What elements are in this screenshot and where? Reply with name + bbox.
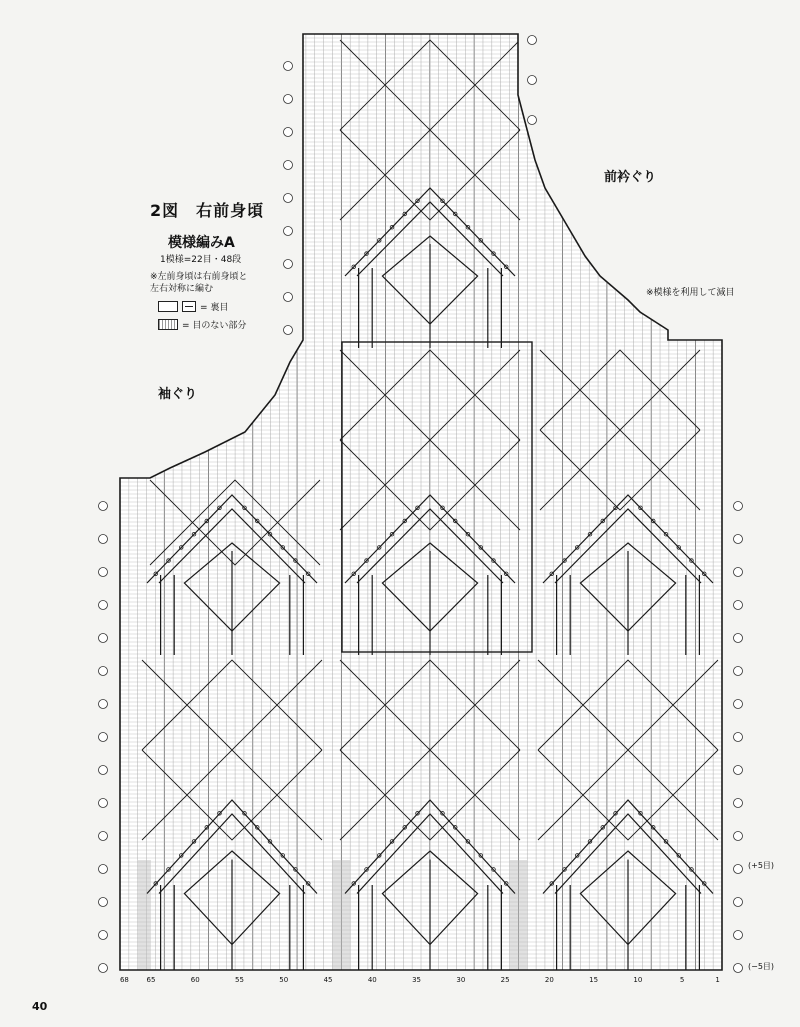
row-number-marker — [284, 326, 293, 335]
row-number-marker — [734, 766, 743, 775]
legend-purl — [158, 300, 228, 313]
column-number: 35 — [412, 976, 422, 984]
column-number: 25 — [500, 976, 510, 984]
column-number: 50 — [279, 976, 289, 984]
row-number-marker — [99, 700, 108, 709]
row-number-marker — [99, 964, 108, 973]
column-number: 65 — [146, 976, 156, 984]
row-number-marker — [284, 128, 293, 137]
armhole-label: 袖ぐり — [158, 387, 198, 402]
row-number-marker — [284, 260, 293, 269]
row-number-marker — [99, 733, 108, 742]
diagram-title: 2図 右前身頃 — [150, 201, 265, 220]
row-number-marker — [99, 502, 108, 511]
row-number-marker — [284, 161, 293, 170]
row-number-marker — [734, 700, 743, 709]
row-number-marker — [99, 568, 108, 577]
row-number-marker — [284, 293, 293, 302]
dotted-square-icon — [158, 319, 178, 330]
no-stitch-area — [138, 860, 151, 970]
row-number-marker — [284, 227, 293, 236]
row-number-marker — [528, 116, 537, 125]
row-number-marker — [734, 865, 743, 874]
column-number: 40 — [367, 976, 377, 984]
column-number: 1 — [715, 976, 720, 984]
legend-label: = 裏目 — [200, 303, 229, 313]
row-number-marker — [99, 799, 108, 808]
column-number: 5 — [679, 976, 685, 984]
row-number-marker — [734, 931, 743, 940]
row-number-marker — [734, 535, 743, 544]
pattern-name: 模様編みA — [168, 235, 235, 251]
column-number: 60 — [190, 976, 200, 984]
row-number-marker — [99, 601, 108, 610]
row-number-marker — [528, 76, 537, 85]
note-line: 左右対称に編む — [150, 284, 214, 294]
row-number-marker — [284, 95, 293, 104]
row-number-marker — [99, 865, 108, 874]
plus-stitches-note: (+5目) — [748, 861, 775, 870]
row-number-marker — [734, 964, 743, 973]
row-number-marker — [734, 601, 743, 610]
row-number-marker — [99, 634, 108, 643]
row-number-marker — [99, 667, 108, 676]
row-number-marker — [284, 194, 293, 203]
column-number: 10 — [633, 976, 643, 984]
row-number-marker — [734, 667, 743, 676]
row-number-marker — [734, 898, 743, 907]
column-number: 45 — [323, 976, 333, 984]
empty-square-icon — [158, 301, 178, 312]
row-number-marker — [734, 502, 743, 511]
decrease-annotation: ※模様を利用して減目 — [646, 288, 735, 298]
row-number-marker — [734, 799, 743, 808]
column-number: 55 — [235, 976, 244, 984]
no-stitch-area — [510, 860, 528, 970]
legend-label: = 目のない部分 — [182, 321, 247, 331]
row-number-marker — [99, 931, 108, 940]
gauge-text: 1模様=22目・48段 — [160, 255, 242, 265]
minus-stitches-note: (−5目) — [748, 962, 775, 971]
row-number-marker — [734, 832, 743, 841]
purl-symbol-icon — [182, 301, 196, 312]
row-number-marker — [99, 535, 108, 544]
column-number: 20 — [544, 976, 554, 984]
row-number-marker — [734, 634, 743, 643]
row-number-marker — [284, 62, 293, 71]
note-line: ※左前身頃は右前身頃と — [150, 272, 248, 282]
column-number: 15 — [589, 976, 599, 984]
row-number-marker — [734, 733, 743, 742]
column-number: 30 — [456, 976, 466, 984]
row-number-marker — [99, 898, 108, 907]
symmetry-note — [150, 271, 248, 295]
page-number: 40 — [32, 1000, 48, 1013]
row-number-marker — [528, 36, 537, 45]
legend-no-stitch — [158, 318, 246, 331]
column-number: 68 — [119, 976, 129, 984]
front-neck-label: 前衿ぐり — [604, 170, 657, 185]
row-number-marker — [734, 568, 743, 577]
row-number-marker — [99, 766, 108, 775]
row-number-marker — [99, 832, 108, 841]
no-stitch-area — [332, 860, 350, 970]
